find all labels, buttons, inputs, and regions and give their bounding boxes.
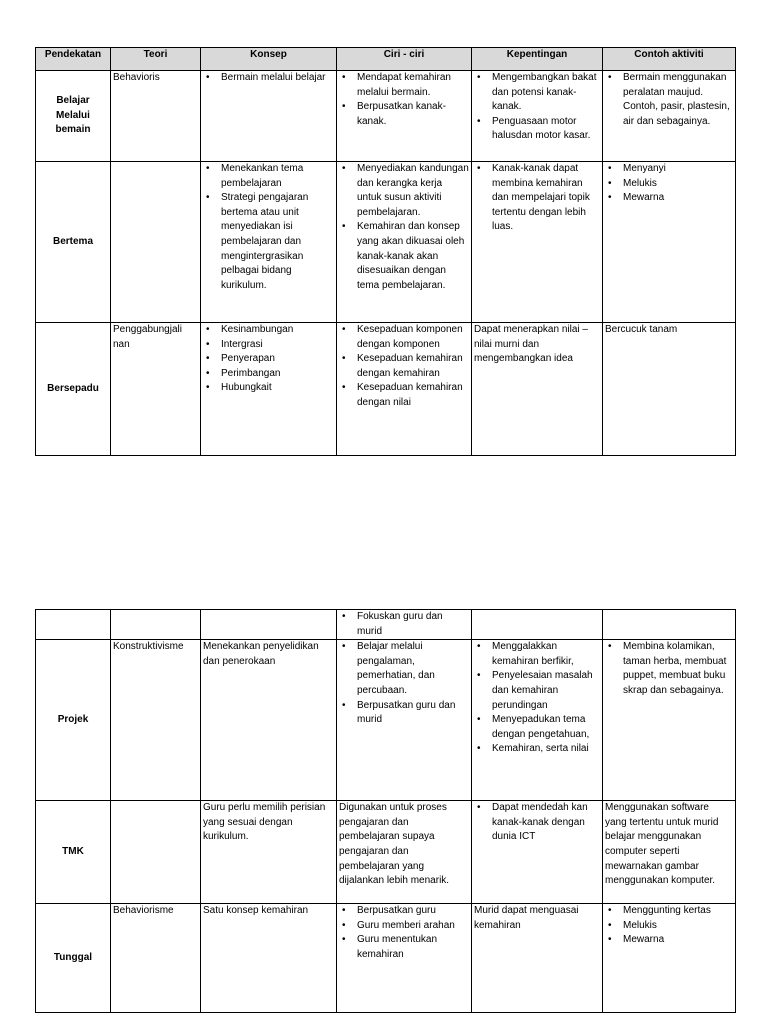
list-item: • Menekankan tema pembelajaran bbox=[221, 162, 334, 191]
cell-ciri bbox=[337, 323, 472, 456]
cell-pendekatan: Bertema bbox=[36, 162, 111, 323]
list-item: • Menggunting kertas bbox=[623, 904, 733, 919]
cell-pendekatan: Tunggal bbox=[36, 904, 111, 1013]
cell-text: Guru perlu memilih perisian yang sesuai dengan kurikulum. bbox=[203, 802, 326, 843]
cell-teori bbox=[111, 323, 201, 456]
list-item: • Mewarna bbox=[623, 191, 733, 206]
list-item: • Kesinambungan bbox=[221, 323, 334, 338]
table-row bbox=[36, 904, 736, 1013]
header-kepentingan: Kepentingan bbox=[472, 48, 603, 71]
cell-kepentingan bbox=[472, 610, 603, 640]
cell-contoh bbox=[603, 904, 736, 1013]
kepentingan-list bbox=[474, 71, 600, 144]
list-item: • Kesepaduan komponen dengan komponen bbox=[357, 323, 469, 352]
list-item: • Menyediakan kandungan dan kerangka kerja untuk susun aktiviti pembelajaran. bbox=[357, 162, 469, 220]
kepentingan-list bbox=[474, 162, 600, 235]
table-row bbox=[36, 610, 736, 640]
list-item: • Guru menentukan kemahiran bbox=[357, 933, 469, 962]
cell-konsep bbox=[201, 162, 337, 323]
header-pendekatan: Pendekatan bbox=[36, 48, 111, 71]
cell-ciri bbox=[337, 904, 472, 1013]
header-konsep: Konsep bbox=[201, 48, 337, 71]
konsep-list bbox=[203, 71, 334, 86]
cell-konsep bbox=[201, 610, 337, 640]
ciri-list bbox=[339, 640, 469, 728]
table-row bbox=[36, 323, 736, 456]
cell-kepentingan bbox=[472, 801, 603, 904]
list-item: • Kesepaduan kemahiran dengan nilai bbox=[357, 381, 469, 410]
cell-text: Digunakan untuk proses pengajaran dan pembelajaran supaya pengajaran dan pembelajaran yang dijalankan lebih menarik. bbox=[339, 802, 450, 887]
cell-text: Murid dapat menguasai kemahiran bbox=[474, 905, 579, 931]
cell-pendekatan: Projek bbox=[36, 640, 111, 801]
cell-teori bbox=[111, 162, 201, 323]
list-item: • Kanak-kanak dapat membina kemahiran dan mempelajari topik tertentu dengan lebih luas. bbox=[492, 162, 600, 235]
header-row bbox=[36, 48, 736, 71]
cell-pendekatan: Belajar Melalui bemain bbox=[36, 71, 111, 162]
kepentingan-list bbox=[474, 801, 600, 845]
cell-kepentingan bbox=[472, 904, 603, 1013]
contoh-list bbox=[605, 640, 733, 698]
list-item: • Kemahiran dan konsep yang akan dikuasai oleh kanak-kanak akan disesuaikan dengan tema pembelajaran. bbox=[357, 220, 469, 293]
cell-konsep bbox=[201, 801, 337, 904]
table-part-2 bbox=[35, 609, 736, 1013]
cell-contoh bbox=[603, 71, 736, 162]
list-item: • Berpusatkan guru dan murid bbox=[357, 699, 469, 728]
table-row bbox=[36, 801, 736, 904]
list-item: • Menggalakkan kemahiran berfikir, bbox=[492, 640, 600, 669]
cell-ciri bbox=[337, 801, 472, 904]
table-row bbox=[36, 162, 736, 323]
list-item: • Hubungkait bbox=[221, 381, 334, 396]
cell-text: Bercucuk tanam bbox=[605, 324, 678, 335]
cell-text: Satu konsep kemahiran bbox=[203, 905, 309, 917]
cell-ciri bbox=[337, 71, 472, 162]
list-item: • Bermain menggunakan peralatan maujud. Contoh, pasir, plastesin, air dan sebagainya. bbox=[623, 71, 733, 129]
cell-ciri bbox=[337, 640, 472, 801]
list-item: • Penyerapan bbox=[221, 352, 334, 367]
cell-text: Konstruktivisme bbox=[113, 641, 184, 653]
ciri-list bbox=[339, 71, 469, 129]
ciri-list bbox=[339, 323, 469, 411]
ciri-list bbox=[339, 610, 469, 639]
list-item: • Kemahiran, serta nilai bbox=[492, 742, 600, 757]
list-item: • Melukis bbox=[623, 919, 733, 934]
list-item: • Strategi pengajaran bertema atau unit menyediakan isi pembelajaran dan mengintergrasikan pelbagai bidang kurikulum. bbox=[221, 191, 334, 293]
cell-contoh bbox=[603, 801, 736, 904]
table-row bbox=[36, 71, 736, 162]
cell-teori bbox=[111, 640, 201, 801]
table-part-1 bbox=[35, 47, 736, 456]
list-item: • Melukis bbox=[623, 177, 733, 192]
list-item: • Menyanyi bbox=[623, 162, 733, 177]
list-item: • Berpusatkan guru bbox=[357, 904, 469, 919]
header-teori: Teori bbox=[111, 48, 201, 71]
cell-contoh bbox=[603, 640, 736, 801]
cell-teori bbox=[111, 801, 201, 904]
cell-pendekatan: TMK bbox=[36, 801, 111, 904]
cell-ciri bbox=[337, 610, 472, 640]
list-item: • Penguasaan motor halusdan motor kasar. bbox=[492, 115, 600, 144]
ciri-list bbox=[339, 904, 469, 962]
cell-teori bbox=[111, 610, 201, 640]
list-item: • Kesepaduan kemahiran dengan kemahiran bbox=[357, 352, 469, 381]
list-item: • Mengembangkan bakat dan potensi kanak-kanak. bbox=[492, 71, 600, 115]
konsep-list bbox=[203, 323, 334, 396]
konsep-list bbox=[203, 162, 334, 293]
list-item: • Menyepadukan tema dengan pengetahuan, bbox=[492, 713, 600, 742]
cell-contoh bbox=[603, 323, 736, 456]
cell-text: Behavioris bbox=[113, 72, 160, 83]
ciri-list bbox=[339, 162, 469, 293]
cell-text: Behaviorisme bbox=[113, 905, 174, 917]
list-item: • Guru memberi arahan bbox=[357, 919, 469, 934]
cell-text: Menekankan penyelidikan dan penerokaan bbox=[203, 641, 319, 667]
cell-kepentingan bbox=[472, 71, 603, 162]
cell-text: Menggunakan software yang tertentu untuk murid belajar menggunakan computer seperti mewarnakan gambar menggunakan komputer. bbox=[605, 802, 719, 887]
cell-text: Dapat menerapkan nilai – nilai murni dan mengembangkan idea bbox=[474, 324, 588, 365]
list-item: • Mewarna bbox=[623, 933, 733, 948]
list-item: • Bermain melalui belajar bbox=[221, 71, 334, 86]
list-item: • Perimbangan bbox=[221, 367, 334, 382]
cell-contoh bbox=[603, 162, 736, 323]
table-row bbox=[36, 640, 736, 801]
list-item: • Mendapat kemahiran melalui bermain. bbox=[357, 71, 469, 100]
contoh-list bbox=[605, 71, 733, 129]
cell-konsep bbox=[201, 640, 337, 801]
cell-kepentingan bbox=[472, 162, 603, 323]
cell-teori bbox=[111, 904, 201, 1013]
cell-konsep bbox=[201, 904, 337, 1013]
list-item: • Penyelesaian masalah dan kemahiran perundingan bbox=[492, 669, 600, 713]
header-ciri: Ciri - ciri bbox=[337, 48, 472, 71]
list-item: • Fokuskan guru dan murid bbox=[357, 610, 469, 639]
list-item: • Membina kolamikan, taman herba, membuat puppet, membuat buku skrap dan sebagainya. bbox=[623, 640, 733, 698]
cell-ciri bbox=[337, 162, 472, 323]
cell-kepentingan bbox=[472, 640, 603, 801]
cell-teori bbox=[111, 71, 201, 162]
cell-pendekatan: Bersepadu bbox=[36, 323, 111, 456]
cell-konsep bbox=[201, 323, 337, 456]
list-item: • Dapat mendedah kan kanak-kanak dengan dunia ICT bbox=[492, 801, 600, 845]
list-item: • Berpusatkan kanak-kanak. bbox=[357, 100, 469, 129]
contoh-list bbox=[605, 162, 733, 206]
cell-konsep bbox=[201, 71, 337, 162]
cell-text: Penggabungjali nan bbox=[113, 324, 182, 350]
cell-pendekatan bbox=[36, 610, 111, 640]
list-item: • Belajar melalui pengalaman, pemerhatian, dan percubaan. bbox=[357, 640, 469, 698]
header-contoh: Contoh aktiviti bbox=[603, 48, 736, 71]
cell-contoh bbox=[603, 610, 736, 640]
kepentingan-list bbox=[474, 640, 600, 757]
list-item: • Intergrasi bbox=[221, 338, 334, 353]
cell-kepentingan bbox=[472, 323, 603, 456]
contoh-list bbox=[605, 904, 733, 948]
